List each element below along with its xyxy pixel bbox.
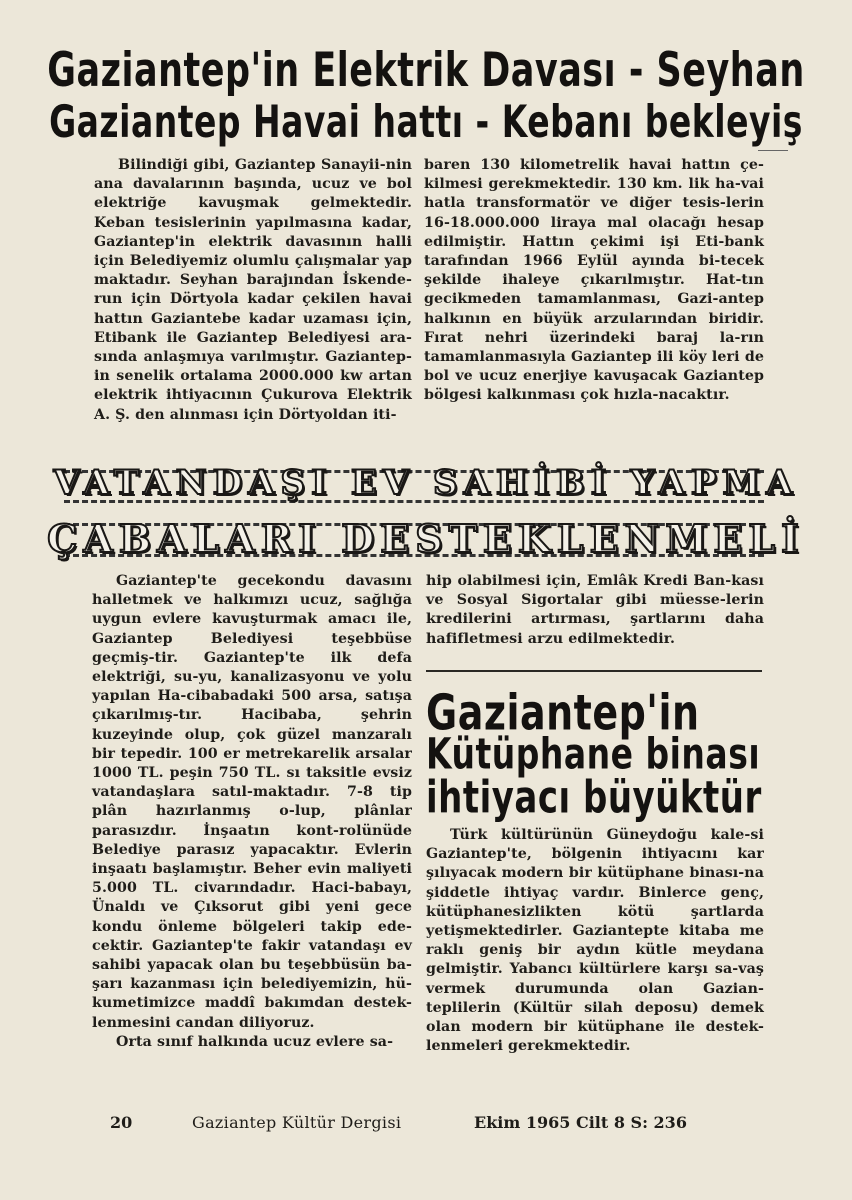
paragraph: Orta sınıf halkında ucuz evlere sa- — [116, 1033, 394, 1050]
paragraph: Türk kültürünün Güneydoğu kale-si Gaziantep'te, bölgenin ihtiyacını kar şılıyacak modern bir kütüphane binası-na şiddetle ihtiyaç vardır. Binlerce genç, kütüphanesizlikten kötü şartlarda yetişmektedirler. Gaziantepte kitaba me raklı geniş bir aydın kütle meydana gelmiştir. Yabancı kültürlere karşı sa-vaş vermek durumunda olan Gazian-teplilerin (Kültür silah deposu) demek olan modern bir kütüphane ile destek-lenmeleri gerekmektedir. — [426, 827, 764, 1055]
headline-housing-line1: VATANDAŞI EV SAHİBİ YAPMA — [53, 463, 799, 503]
magazine-name: Gaziantep Kültür Dergisi — [192, 1113, 402, 1132]
page-number: 20 — [110, 1113, 133, 1132]
article-electricity-column-2 — [424, 156, 764, 406]
headline-housing-line2: ÇABALARI DESTEKLENMELİ — [47, 516, 805, 561]
paragraph: Bilindiği gibi, Gaziantep Sanayii-nin ana davalarının başında, ucuz ve bol elektriğe kavuşmak gelmektedir. Keban tesislerinin yapılmasına kadar, Gaziantep'in elektrik davasının halli için Belediyemiz olumlu çalışmalar yap maktadır. Seyhan barajından İskende-run için Dörtyola kadar çekilen havai hattın Gaziantebe kadar uzaması için, Etibank ile Gaziantep Belediyesi ara-sında anlaşmıya varılmıştır. Gaziantep-in senelik ortalama 2000.000 kw artan elektrik ihtiyacının Çukurova Elektrik A. Ş. den alınması için Dörtyoldan iti- — [94, 157, 412, 423]
headline-library-line3: ihtiyacı büyüktür — [426, 772, 762, 824]
headline-library-line2: Kütüphane binası — [426, 728, 761, 779]
paragraph: baren 130 kilometrelik havai hattın çe-kilmesi gerekmektedir. 130 km. lik ha-vai hatla transformatör ve diğer tesis-lerin 16-18.000.000 liraya mal olacağı hesap edilmiştir. Hattın çekimi işi Eti-bank tarafından 1966 Eylül ayında bi-tecek şekilde ihaleye çıkarılmıştır. Hat-tın gecikmeden tamamlanması, Gazi-antep halkının en büyük arzularından biridir. Fırat nehri üzerindeki baraj la-rın tamamlanmasıyla Gaziantep ili köy leri de bol ve ucuz enerjiye kavuşacak Gaziantep bölgesi kalkınması çok hızla-nacaktır. — [424, 157, 764, 404]
paragraph: hip olabilmesi için, Emlâk Kredi Ban-kası ve Sosyal Sigortalar gibi müesse-lerin kredilerini artırması, şartlarını daha hafifletmesi arzu edilmektedir. — [426, 573, 764, 647]
paragraph: Gaziantep'te gecekondu davasını halletmek ve halkımızı ucuz, sağlığa uygun evlere kavuşturmak amacı ile, Gaziantep Belediyesi teşebbüse geçmiş-tir. Gaziantep'te ilk defa elektriği, su-yu, kanalizasyonu ve yolu yapılan Ha-cibabadaki 500 arsa, satışa çıkarılmış-tır. Hacibaba, şehrin kuzeyinde olup, çok güzel manzaralı bir tepedir. 100 er metrekarelik arsalar 1000 TL. peşin 750 TL. sı taksitle evsiz vatandaşlara satıl-maktadır. 7-8 tip plân hazırlanmış o-lup, plânlar parasızdır. İnşaatın kont-rolünüde Belediye parasız yapacaktır. Evlerin inşaatı başlamıştır. Beher evin maliyeti 5.000 TL. civarındadır. Haci-babayı, Ünaldı ve Çıksorut gibi yeni gece kondu önleme bölgeleri takip ede-cektir. Gaziantep'te fakir vatandaşı ev sahibi yapacak olan bu teşebbüsün ba-şarı kazanması için belediyemizin, hü-kumetimizce maddî bakımdan destek-lenmesini candan diliyoruz. — [92, 573, 412, 1031]
headline-library-line1: Gaziantep'in — [426, 684, 700, 742]
article-housing-column-1 — [92, 572, 412, 1052]
article-housing-column-2 — [426, 572, 764, 649]
section-divider — [426, 670, 762, 672]
headline-electricity-line1: Gaziantep'in Elektrik Davası - Seyhan — [47, 44, 805, 98]
headline-electricity-line2: Gaziantep Havai hattı - Kebanı bekleyiş — [49, 95, 803, 148]
article-electricity-column-1 — [94, 156, 412, 425]
article-library-body — [426, 826, 764, 1056]
issue-info: Ekim 1965 Cilt 8 S: 236 — [474, 1113, 687, 1132]
decorative-rule — [758, 150, 788, 151]
